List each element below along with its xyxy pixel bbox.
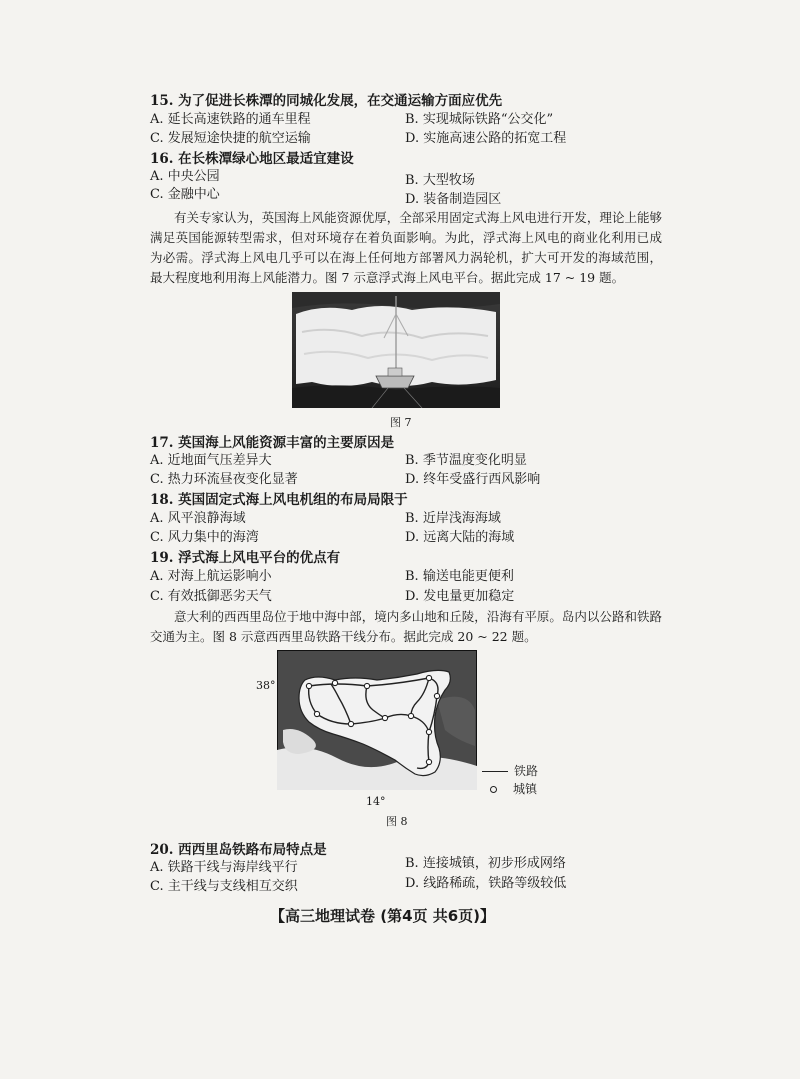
- question-17-option-d: D. 终年受盛行西风影响: [405, 472, 541, 487]
- question-19-option-d: D. 发电量更加稳定: [405, 589, 515, 604]
- railway-line-icon: [482, 771, 508, 772]
- question-16-option-d: D. 装备制造园区: [405, 192, 502, 207]
- longitude-label: 14°: [366, 795, 386, 808]
- question-20-option-b: B. 连接城镇，初步形成网络: [405, 856, 566, 871]
- legend-town-label: 城镇: [513, 782, 538, 796]
- question-19-stem: 19. 浮式海上风电平台的优点有: [150, 550, 341, 566]
- question-16-option-c: C. 金融中心: [150, 187, 220, 202]
- question-16-option-b: B. 大型牧场: [405, 173, 475, 188]
- question-17-option-a: A. 近地面气压差异大: [150, 453, 272, 468]
- question-20-option-a: A. 铁路干线与海岸线平行: [150, 860, 298, 875]
- question-20-option-c: C. 主干线与支线相互交织: [150, 879, 298, 894]
- question-18-option-a: A. 风平浪静海域: [150, 511, 246, 526]
- question-19-option-a: A. 对海上航运影响小: [150, 569, 272, 584]
- question-16-option-a: A. 中央公园: [150, 169, 220, 184]
- question-18-stem: 18. 英国固定式海上风电机组的布局局限于: [150, 492, 408, 508]
- question-18-option-c: C. 风力集中的海湾: [150, 530, 259, 545]
- question-19-option-c: C. 有效抵御恶劣天气: [150, 589, 272, 604]
- page-footer: 【高三地理试卷 (第4页 共6页)】: [270, 907, 496, 925]
- question-20-stem: 20. 西西里岛铁路布局特点是: [150, 842, 327, 858]
- latitude-label: 38°: [256, 679, 276, 692]
- question-19-option-b: B. 输送电能更便利: [405, 569, 514, 584]
- figure-8-legend: [482, 762, 538, 798]
- passage-sicily: 意大利的西西里岛位于地中海中部，境内多山地和丘陵，沿海有平原。岛内以公路和铁路交通为主。图 8 示意西西里岛铁路干线分布。据此完成 20 ~ 22 题。: [150, 609, 662, 644]
- question-20-option-d: D. 线路稀疏，铁路等级较低: [405, 876, 567, 891]
- passage-offshore-wind: 有关专家认为，英国海上风能资源优厚，全部采用固定式海上风电进行开发，理论上能够满足英国能源转型需求，但对环境存在着负面影响。为此，浮式海上风电的商业化利用已成为必需。浮式海上风电几乎可以在海上任何地方部署风力涡轮机，扩大可开发的海域范围，最大程度地利用海上风能潜力。图 7 示意浮式海上风电平台。据此完成 17 ~ 19 题。: [150, 210, 662, 285]
- legend-town: [482, 780, 538, 798]
- question-18-option-b: B. 近岸浅海海域: [405, 511, 501, 526]
- question-15-option-d: D. 实施高速公路的拓宽工程: [405, 131, 567, 146]
- question-15-option-b: B. 实现城际铁路“公交化”: [405, 112, 554, 127]
- question-17-option-c: C. 热力环流昼夜变化显著: [150, 472, 298, 487]
- legend-railway-label: 铁路: [514, 764, 539, 778]
- question-15-option-a: A. 延长高速铁路的通车里程: [150, 112, 311, 127]
- figure-7-floating-wind-platform: [292, 292, 500, 408]
- question-17-stem: 17. 英国海上风能资源丰富的主要原因是: [150, 435, 395, 451]
- question-17-option-b: B. 季节温度变化明显: [405, 453, 527, 468]
- figure-8-sicily-railway-map: [277, 650, 477, 790]
- figure-8-caption: 图 8: [386, 815, 408, 828]
- question-15-stem: 15. 为了促进长株潭的同城化发展，在交通运输方面应优先: [150, 93, 503, 109]
- legend-railway: [482, 762, 538, 780]
- question-15-option-c: C. 发展短途快捷的航空运输: [150, 131, 311, 146]
- town-circle-icon: [490, 786, 497, 793]
- figure-7-caption: 图 7: [390, 416, 412, 429]
- question-16-stem: 16. 在长株潭绿心地区最适宜建设: [150, 151, 354, 167]
- question-18-option-d: D. 远离大陆的海域: [405, 530, 515, 545]
